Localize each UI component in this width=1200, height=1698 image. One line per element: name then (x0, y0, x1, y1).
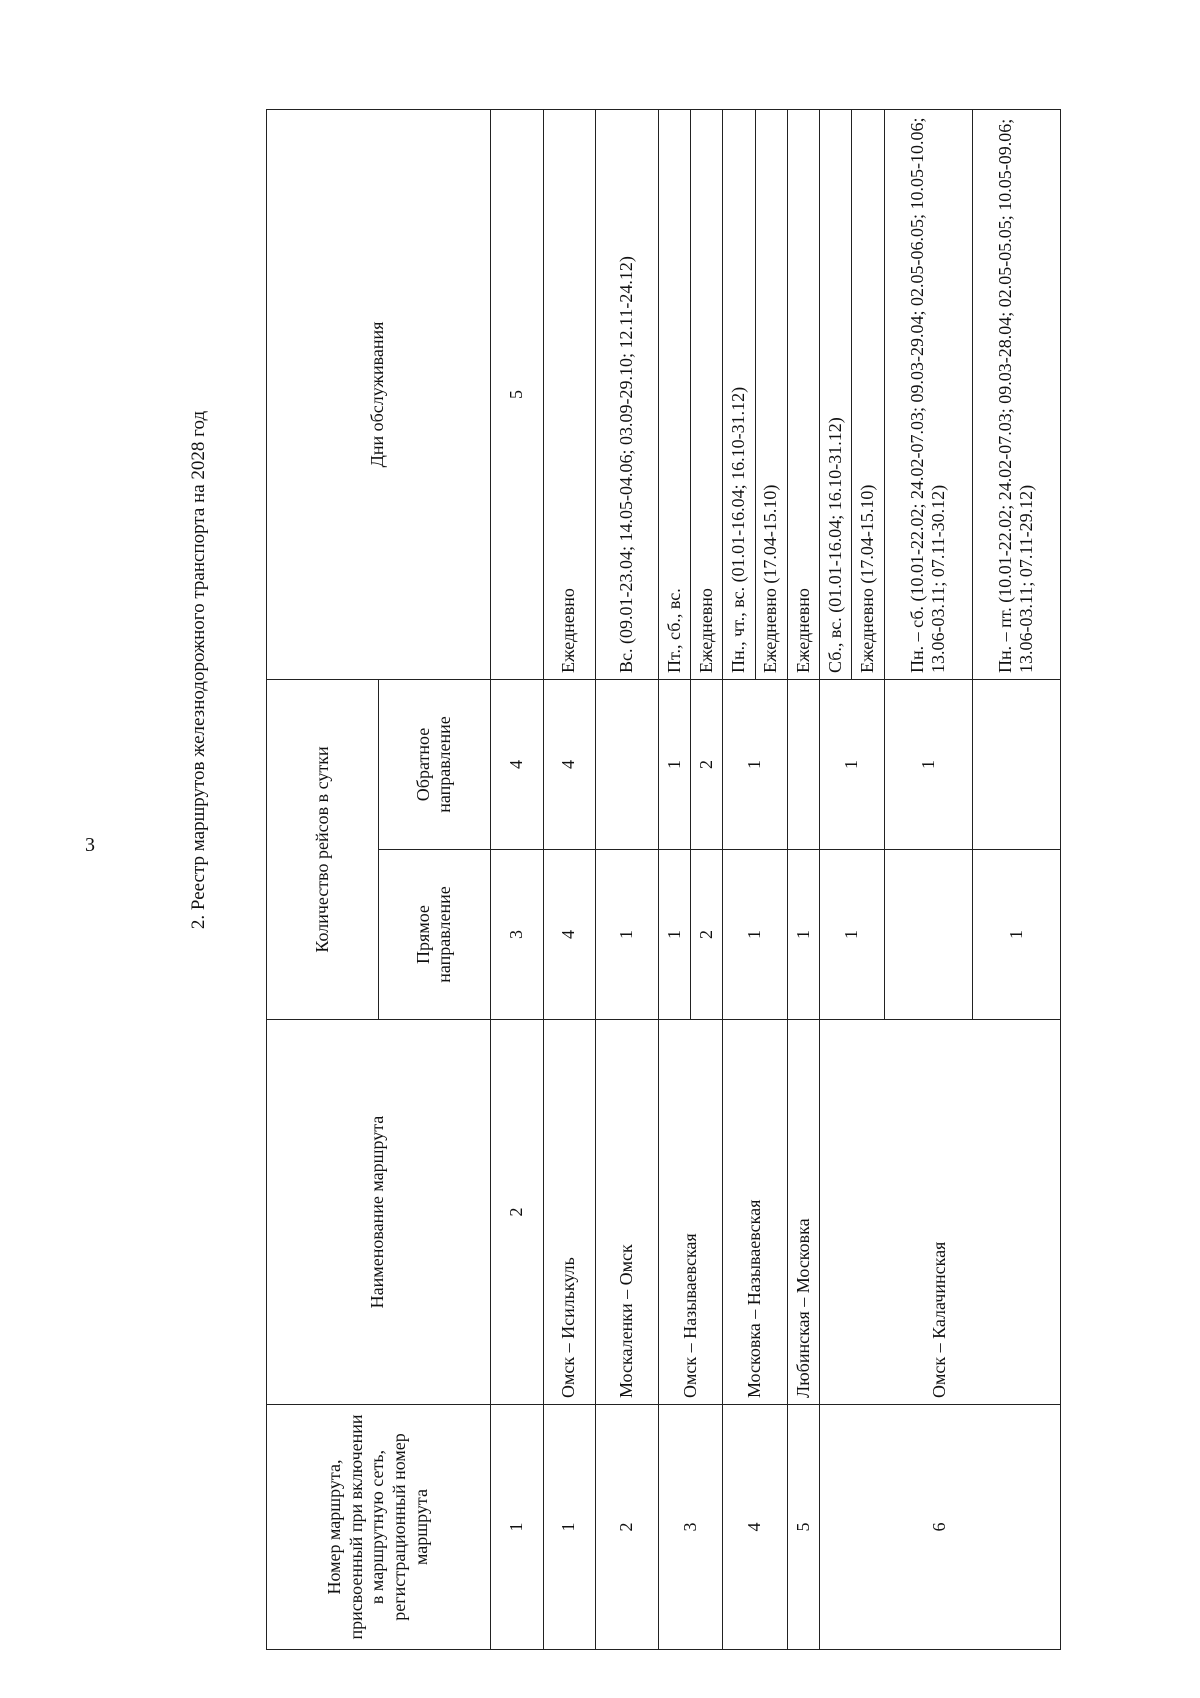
service-days: Пн. – пт. (10.01-22.02; 24.02-07.03; 09.03-28.04; 02.05-05.05; 10.05-09.06; 13.06-03.11; 07.11-29.12) (972, 109, 1060, 679)
trips-forward: 2 (691, 850, 723, 1020)
col-forward-header: Прямое направление (378, 850, 490, 1020)
table-row (820, 109, 852, 1649)
col-service-days-header: Дни обслуживания (267, 109, 491, 679)
column-number: 4 (490, 679, 543, 849)
trips-reverse: 4 (543, 679, 595, 849)
route-name: Москаленки – Омск (595, 1020, 658, 1405)
trips-reverse: 1 (658, 679, 690, 849)
header-row (267, 109, 379, 1649)
route-name: Омск – Калачинская (820, 1020, 1061, 1405)
service-days: Ежедневно (691, 109, 723, 679)
table-row (723, 109, 755, 1649)
route-name: Любинская – Московка (787, 1020, 819, 1405)
routes-table (266, 109, 1061, 1650)
routes-table-container (266, 110, 1061, 1650)
col-trips-header: Количество рейсов в сутки (267, 679, 379, 1019)
trips-reverse: 1 (884, 679, 972, 849)
col-route-number-header: Номер маршрута, присвоенный при включении в маршрутную сеть, регистрационный номер маршрута (267, 1405, 491, 1650)
table-row (543, 109, 595, 1649)
service-days: Вс. (09.01-23.04; 14.05-04.06; 03.09-29.10; 12.11-24.12) (595, 109, 658, 679)
trips-forward (884, 850, 972, 1020)
service-days: Ежедневно (17.04-15.10) (755, 109, 787, 679)
route-number: 1 (543, 1405, 595, 1650)
trips-reverse (787, 679, 819, 849)
route-number: 4 (723, 1405, 788, 1650)
route-number: 3 (658, 1405, 723, 1650)
trips-forward: 1 (820, 850, 885, 1020)
trips-reverse: 1 (723, 679, 788, 849)
service-days: Ежедневно (17.04-15.10) (852, 109, 884, 679)
service-days: Ежедневно (787, 109, 819, 679)
route-name: Омск – Называевская (658, 1020, 723, 1405)
trips-forward: 1 (787, 850, 819, 1020)
service-days: Ежедневно (543, 109, 595, 679)
table-row (658, 109, 690, 1649)
table-row (787, 109, 819, 1649)
service-days: Сб., вс. (01.01-16.04; 16.10-31.12) (820, 109, 852, 679)
trips-reverse: 2 (691, 679, 723, 849)
column-number: 2 (490, 1020, 543, 1405)
column-number: 1 (490, 1405, 543, 1650)
trips-reverse: 1 (820, 679, 885, 849)
route-number: 2 (595, 1405, 658, 1650)
trips-forward: 1 (972, 850, 1060, 1020)
trips-forward: 1 (658, 850, 690, 1020)
document-title: 2. Реестр маршрутов железнодорожного транспорта на 2028 год (188, 410, 209, 930)
service-days: Пн., чт., вс. (01.01-16.04; 16.10-31.12) (723, 109, 755, 679)
col-route-name-header: Наименование маршрута (267, 1020, 491, 1405)
trips-reverse (595, 679, 658, 849)
column-number-row (490, 109, 543, 1649)
column-number: 3 (490, 850, 543, 1020)
service-days: Пн. – сб. (10.01-22.02; 24.02-07.03; 09.03-29.04; 02.05-06.05; 10.05-10.06; 13.06-03.11; 07.11-30.12) (884, 109, 972, 679)
route-name: Московка – Называевская (723, 1020, 788, 1405)
trips-forward: 4 (543, 850, 595, 1020)
trips-forward: 1 (595, 850, 658, 1020)
table-row (595, 109, 658, 1649)
trips-forward: 1 (723, 850, 788, 1020)
col-reverse-header: Обратное направление (378, 679, 490, 849)
page-number: 3 (85, 834, 95, 856)
route-number: 5 (787, 1405, 819, 1650)
column-number: 5 (490, 109, 543, 679)
trips-reverse (972, 679, 1060, 849)
route-name: Омск – Исилькуль (543, 1020, 595, 1405)
service-days: Пт., сб., вс. (658, 109, 690, 679)
route-number: 6 (820, 1405, 1061, 1650)
